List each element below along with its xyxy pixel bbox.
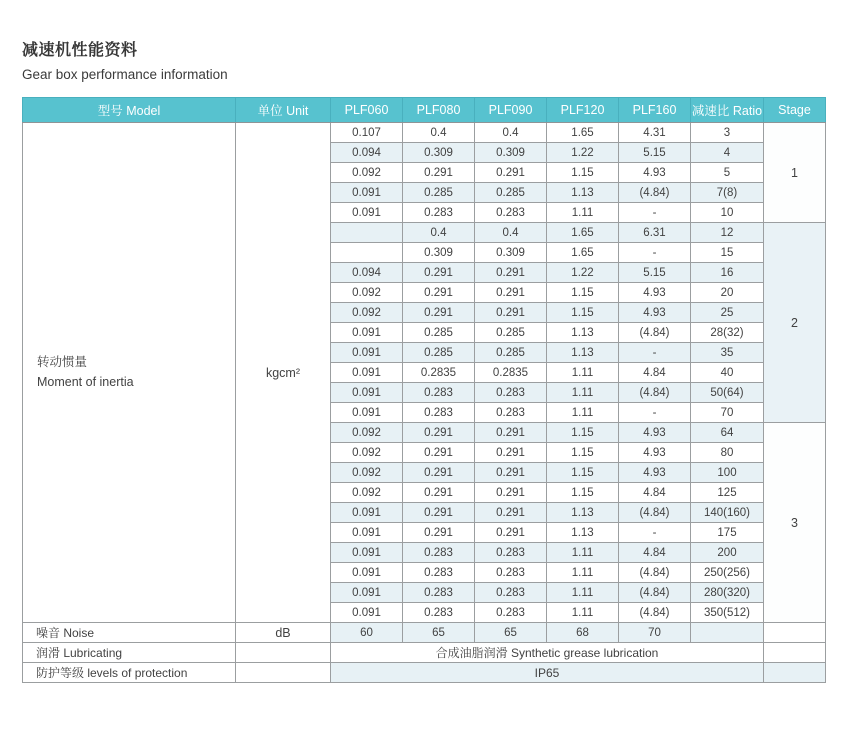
inertia-value-cell: (4.84) [619, 563, 691, 583]
noise-value-plf090: 65 [475, 623, 547, 643]
inertia-value-cell: 0.091 [331, 583, 403, 603]
ratio-cell: 350(512) [691, 603, 764, 623]
inertia-value-cell: 0.283 [403, 203, 475, 223]
inertia-value-cell: 0.291 [475, 423, 547, 443]
inertia-value-cell: 4.93 [619, 423, 691, 443]
inertia-value-cell: 0.092 [331, 303, 403, 323]
inertia-value-cell: 0.291 [403, 443, 475, 463]
inertia-value-cell: 5.15 [619, 263, 691, 283]
noise-ratio-empty-cell [691, 623, 764, 643]
inertia-value-cell: - [619, 343, 691, 363]
inertia-value-cell: 4.84 [619, 483, 691, 503]
inertia-value-cell: 0.291 [475, 283, 547, 303]
ratio-cell: 64 [691, 423, 764, 443]
inertia-value-cell: 0.283 [403, 383, 475, 403]
ratio-cell: 35 [691, 343, 764, 363]
inertia-value-cell: 1.15 [547, 303, 619, 323]
ratio-cell: 4 [691, 143, 764, 163]
ratio-cell: 15 [691, 243, 764, 263]
inertia-value-cell: 1.11 [547, 583, 619, 603]
inertia-value-cell: (4.84) [619, 503, 691, 523]
inertia-value-cell [331, 223, 403, 243]
inertia-value-cell: 0.091 [331, 363, 403, 383]
inertia-value-cell: 1.13 [547, 343, 619, 363]
lubricating-stage-empty-cell [764, 643, 826, 663]
inertia-value-cell: 0.309 [403, 243, 475, 263]
inertia-value-cell: (4.84) [619, 323, 691, 343]
page-title-en: Gear box performance information [22, 67, 228, 82]
inertia-value-cell: 1.65 [547, 223, 619, 243]
lubricating-unit-empty-cell [236, 643, 331, 663]
inertia-value-cell: 0.291 [403, 423, 475, 443]
inertia-value-cell: 0.092 [331, 423, 403, 443]
inertia-value-cell: 0.283 [403, 603, 475, 623]
gearbox-performance-table [22, 97, 826, 683]
inertia-value-cell: 1.11 [547, 543, 619, 563]
inertia-value-cell: 0.092 [331, 283, 403, 303]
inertia-value-cell: 0.283 [475, 383, 547, 403]
inertia-value-cell: 0.091 [331, 183, 403, 203]
inertia-value-cell: 0.4 [403, 223, 475, 243]
inertia-value-cell: 0.291 [475, 463, 547, 483]
header-model: 型号 Model [23, 98, 236, 123]
inertia-value-cell: - [619, 523, 691, 543]
inertia-value-cell: (4.84) [619, 383, 691, 403]
inertia-value-cell: 0.283 [475, 543, 547, 563]
inertia-value-cell: 4.84 [619, 543, 691, 563]
inertia-value-cell: 0.291 [475, 163, 547, 183]
inertia-value-cell: 4.93 [619, 463, 691, 483]
inertia-value-cell: 1.22 [547, 263, 619, 283]
inertia-value-cell: - [619, 403, 691, 423]
inertia-value-cell [331, 243, 403, 263]
data-row [23, 123, 826, 143]
inertia-value-cell: 0.285 [475, 323, 547, 343]
inertia-label-cell [23, 123, 236, 623]
inertia-value-cell: 1.15 [547, 483, 619, 503]
inertia-value-cell: 4.93 [619, 303, 691, 323]
inertia-value-cell: 5.15 [619, 143, 691, 163]
inertia-label-en: Moment of inertia [37, 374, 134, 389]
inertia-value-cell: 0.4 [403, 123, 475, 143]
inertia-value-cell: 0.283 [475, 563, 547, 583]
inertia-value-cell: (4.84) [619, 583, 691, 603]
inertia-value-cell: 4.93 [619, 283, 691, 303]
protection-unit-empty-cell [236, 663, 331, 683]
inertia-value-cell: 0.091 [331, 323, 403, 343]
inertia-value-cell: 0.309 [475, 143, 547, 163]
inertia-value-cell: - [619, 243, 691, 263]
inertia-value-cell: 0.291 [403, 463, 475, 483]
inertia-value-cell: 0.091 [331, 563, 403, 583]
ratio-cell: 28(32) [691, 323, 764, 343]
inertia-value-cell: 0.283 [475, 603, 547, 623]
protection-value: IP65 [331, 663, 764, 683]
ratio-cell: 80 [691, 443, 764, 463]
lubricating-label: 润滑 Lubricating [23, 643, 236, 663]
inertia-value-cell: 0.291 [403, 483, 475, 503]
inertia-value-cell: 0.291 [403, 303, 475, 323]
inertia-value-cell: 0.4 [475, 123, 547, 143]
inertia-value-cell: 0.285 [403, 323, 475, 343]
header-plf120: PLF120 [547, 98, 619, 123]
inertia-value-cell: 4.93 [619, 163, 691, 183]
inertia-value-cell: 0.291 [475, 503, 547, 523]
ratio-cell: 200 [691, 543, 764, 563]
inertia-label-zh: 转动惯量 [37, 355, 88, 370]
lubricating-value: 合成油脂润滑 Synthetic grease lubrication [331, 643, 764, 663]
inertia-value-cell: 1.11 [547, 403, 619, 423]
inertia-value-cell: 1.65 [547, 123, 619, 143]
inertia-value-cell: 0.291 [475, 443, 547, 463]
inertia-value-cell: 0.291 [475, 523, 547, 543]
inertia-value-cell: 0.094 [331, 263, 403, 283]
inertia-value-cell: 0.309 [403, 143, 475, 163]
inertia-value-cell: 1.13 [547, 323, 619, 343]
header-stage: Stage [764, 98, 826, 123]
inertia-value-cell: 4.31 [619, 123, 691, 143]
inertia-value-cell: 6.31 [619, 223, 691, 243]
ratio-cell: 40 [691, 363, 764, 383]
inertia-value-cell: 1.13 [547, 503, 619, 523]
noise-value-plf080: 65 [403, 623, 475, 643]
inertia-value-cell: 1.11 [547, 363, 619, 383]
header-ratio: 减速比 Ratio [691, 98, 764, 123]
inertia-value-cell: 0.091 [331, 403, 403, 423]
inertia-value-cell: 0.091 [331, 523, 403, 543]
inertia-value-cell: 1.15 [547, 463, 619, 483]
inertia-value-cell: (4.84) [619, 183, 691, 203]
inertia-value-cell: 1.22 [547, 143, 619, 163]
inertia-value-cell: 0.283 [403, 543, 475, 563]
inertia-value-cell: 0.091 [331, 383, 403, 403]
inertia-value-cell: 1.15 [547, 283, 619, 303]
inertia-value-cell: 0.291 [475, 483, 547, 503]
inertia-value-cell: 1.15 [547, 163, 619, 183]
inertia-value-cell: 1.13 [547, 523, 619, 543]
inertia-value-cell: 0.107 [331, 123, 403, 143]
lubricating-row [23, 643, 826, 663]
inertia-value-cell: 0.283 [403, 563, 475, 583]
ratio-cell: 25 [691, 303, 764, 323]
inertia-value-cell: 0.092 [331, 483, 403, 503]
inertia-value-cell: 1.11 [547, 203, 619, 223]
ratio-cell: 100 [691, 463, 764, 483]
stage-cell: 3 [764, 423, 826, 623]
protection-row [23, 663, 826, 683]
inertia-value-cell: 0.283 [475, 403, 547, 423]
inertia-value-cell: 0.283 [403, 583, 475, 603]
ratio-cell: 280(320) [691, 583, 764, 603]
ratio-cell: 12 [691, 223, 764, 243]
inertia-value-cell: 0.283 [475, 203, 547, 223]
inertia-value-cell: 0.2835 [475, 363, 547, 383]
inertia-value-cell: 0.2835 [403, 363, 475, 383]
stage-cell: 2 [764, 223, 826, 423]
inertia-value-cell: 0.091 [331, 503, 403, 523]
inertia-value-cell: 0.291 [403, 523, 475, 543]
footer-rows [23, 623, 826, 683]
ratio-cell: 10 [691, 203, 764, 223]
inertia-value-cell: 0.4 [475, 223, 547, 243]
stage-cell: 1 [764, 123, 826, 223]
inertia-value-cell: 0.285 [403, 183, 475, 203]
inertia-value-cell: 0.092 [331, 163, 403, 183]
inertia-value-cell: 0.092 [331, 463, 403, 483]
inertia-value-cell: 4.93 [619, 443, 691, 463]
inertia-value-cell: 0.291 [403, 263, 475, 283]
inertia-value-cell: (4.84) [619, 603, 691, 623]
inertia-value-cell: 1.13 [547, 183, 619, 203]
noise-row [23, 623, 826, 643]
ratio-cell: 175 [691, 523, 764, 543]
header-plf090: PLF090 [475, 98, 547, 123]
inertia-value-cell: - [619, 203, 691, 223]
header-plf060: PLF060 [331, 98, 403, 123]
inertia-value-cell: 0.291 [403, 283, 475, 303]
inertia-value-cell: 1.11 [547, 383, 619, 403]
inertia-value-cell: 0.285 [475, 183, 547, 203]
inertia-value-cell: 0.283 [403, 403, 475, 423]
inertia-value-cell: 0.291 [475, 303, 547, 323]
page-title-zh: 减速机性能资料 [22, 42, 138, 59]
ratio-cell: 7(8) [691, 183, 764, 203]
inertia-value-cell: 4.84 [619, 363, 691, 383]
protection-label: 防护等级 levels of protection [23, 663, 236, 683]
inertia-value-cell: 0.309 [475, 243, 547, 263]
inertia-value-cell: 0.091 [331, 343, 403, 363]
ratio-cell: 125 [691, 483, 764, 503]
noise-value-plf160: 70 [619, 623, 691, 643]
header-plf160: PLF160 [619, 98, 691, 123]
inertia-value-cell: 1.65 [547, 243, 619, 263]
table-header [23, 98, 826, 123]
inertia-unit-cell: kgcm² [236, 123, 331, 623]
ratio-cell: 70 [691, 403, 764, 423]
noise-value-plf060: 60 [331, 623, 403, 643]
inertia-value-cell: 1.15 [547, 423, 619, 443]
inertia-value-cell: 0.291 [403, 163, 475, 183]
ratio-cell: 16 [691, 263, 764, 283]
inertia-value-cell: 0.091 [331, 203, 403, 223]
inertia-value-cell: 0.283 [475, 583, 547, 603]
ratio-cell: 50(64) [691, 383, 764, 403]
ratio-cell: 250(256) [691, 563, 764, 583]
header-plf080: PLF080 [403, 98, 475, 123]
inertia-value-cell: 0.285 [475, 343, 547, 363]
header-row [23, 98, 826, 123]
inertia-value-cell: 1.11 [547, 563, 619, 583]
inertia-value-cell: 0.091 [331, 603, 403, 623]
noise-stage-empty-cell [764, 623, 826, 643]
inertia-value-cell: 0.091 [331, 543, 403, 563]
protection-stage-empty-cell [764, 663, 826, 683]
ratio-cell: 140(160) [691, 503, 764, 523]
inertia-value-cell: 1.11 [547, 603, 619, 623]
inertia-value-cell: 0.285 [403, 343, 475, 363]
header-unit: 单位 Unit [236, 98, 331, 123]
inertia-value-cell: 0.092 [331, 443, 403, 463]
ratio-cell: 20 [691, 283, 764, 303]
inertia-value-cell: 0.291 [475, 263, 547, 283]
ratio-cell: 5 [691, 163, 764, 183]
noise-label: 噪音 Noise [23, 623, 236, 643]
noise-value-plf120: 68 [547, 623, 619, 643]
ratio-cell: 3 [691, 123, 764, 143]
inertia-value-cell: 0.094 [331, 143, 403, 163]
inertia-rows [23, 123, 826, 623]
inertia-value-cell: 0.291 [403, 503, 475, 523]
noise-unit: dB [236, 623, 331, 643]
inertia-value-cell: 1.15 [547, 443, 619, 463]
